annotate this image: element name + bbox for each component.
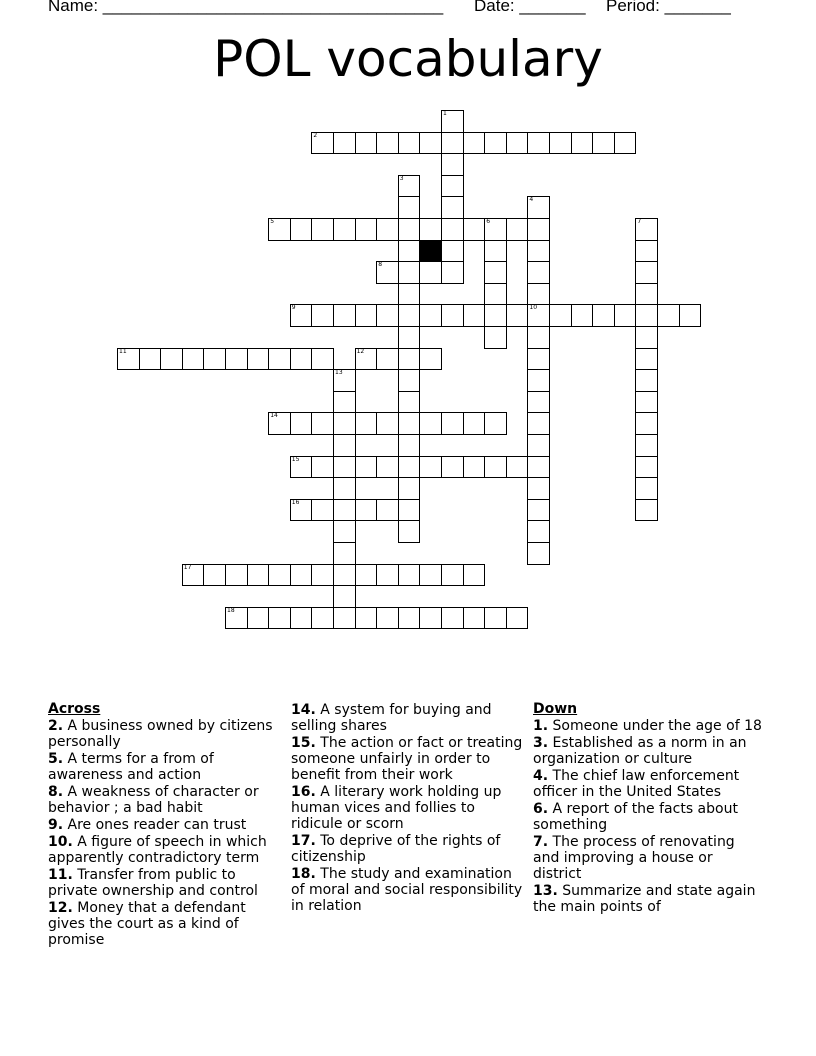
crossword-cell[interactable]: [635, 391, 658, 414]
crossword-cell[interactable]: [290, 564, 313, 587]
crossword-cell[interactable]: [398, 499, 421, 522]
crossword-cell[interactable]: [527, 369, 550, 392]
crossword-cell[interactable]: [484, 283, 507, 306]
crossword-cell[interactable]: [527, 412, 550, 435]
crossword-cell[interactable]: [635, 261, 658, 284]
crossword-cell[interactable]: [463, 218, 486, 241]
crossword-cell[interactable]: [506, 132, 529, 155]
crossword-cell[interactable]: [398, 132, 421, 155]
down-clues-column: [533, 701, 765, 916]
clue-number: 6: [486, 218, 491, 225]
crossword-cell[interactable]: [333, 607, 356, 630]
crossword-cell[interactable]: [441, 261, 464, 284]
crossword-cell[interactable]: [333, 456, 356, 479]
crossword-cell[interactable]: [419, 412, 442, 435]
crossword-cell[interactable]: [441, 607, 464, 630]
clue-number: 8: [378, 261, 383, 269]
crossword-cell[interactable]: [441, 132, 464, 155]
across-clues-column-2: [291, 702, 525, 915]
crossword-cell[interactable]: [355, 499, 378, 522]
crossword-cell[interactable]: [376, 564, 399, 587]
crossword-cell[interactable]: [225, 564, 248, 587]
crossword-cell[interactable]: [398, 564, 421, 587]
crossword-cell[interactable]: [463, 564, 486, 587]
crossword-cell[interactable]: [441, 564, 464, 587]
clue-down-6: 6. A report of the facts about something: [533, 801, 738, 833]
crossword-cell[interactable]: [506, 607, 529, 630]
crossword-cell[interactable]: [419, 261, 442, 284]
crossword-cell[interactable]: [311, 456, 334, 479]
crossword-cell[interactable]: [333, 391, 356, 414]
crossword-cell[interactable]: [117, 348, 140, 371]
crossword-cell[interactable]: [355, 348, 378, 371]
crossword-cell[interactable]: [441, 218, 464, 241]
clue-across-5: 5. A terms for a from of awareness and action: [48, 751, 214, 783]
crossword-cell[interactable]: [376, 456, 399, 479]
crossword-cell[interactable]: [311, 499, 334, 522]
crossword-cell[interactable]: [441, 412, 464, 435]
crossword-cell[interactable]: [635, 240, 658, 263]
page-title: POL vocabulary: [213, 30, 603, 88]
crossword-cell[interactable]: [657, 304, 680, 327]
crossword-cell[interactable]: [592, 132, 615, 155]
crossword-cell[interactable]: [571, 132, 594, 155]
crossword-cell[interactable]: [398, 391, 421, 414]
crossword-cell[interactable]: [441, 304, 464, 327]
crossword-cell[interactable]: [635, 283, 658, 306]
clue-number: 13: [335, 369, 343, 377]
crossword-cell[interactable]: [355, 412, 378, 435]
crossword-cell[interactable]: [527, 477, 550, 500]
crossword-cell[interactable]: [398, 369, 421, 392]
black-square: [419, 240, 442, 263]
clue-across-12: 12. Money that a defendant gives the court as a kind of promise: [48, 900, 246, 948]
crossword-cell[interactable]: [592, 304, 615, 327]
crossword-cell[interactable]: [376, 218, 399, 241]
clue-number: 1: [443, 110, 447, 117]
crossword-cell[interactable]: [635, 434, 658, 457]
crossword-cell[interactable]: [290, 607, 313, 630]
crossword-cell[interactable]: [441, 196, 464, 219]
crossword-cell[interactable]: [419, 456, 442, 479]
crossword-cell[interactable]: [441, 175, 464, 198]
crossword-cell[interactable]: [333, 304, 356, 327]
crossword-cell[interactable]: [484, 218, 507, 241]
crossword-cell[interactable]: [311, 412, 334, 435]
crossword-cell[interactable]: [268, 564, 291, 587]
crossword-cell[interactable]: [527, 542, 550, 565]
crossword-cell[interactable]: [311, 304, 334, 327]
crossword-cell[interactable]: [484, 132, 507, 155]
crossword-cell[interactable]: [290, 456, 313, 479]
crossword-cell[interactable]: [247, 348, 270, 371]
crossword-cell[interactable]: [333, 218, 356, 241]
crossword-cell[interactable]: [398, 261, 421, 284]
crossword-cell[interactable]: [635, 412, 658, 435]
crossword-cell[interactable]: [463, 412, 486, 435]
clue-number: 7: [637, 218, 642, 225]
clue-across-9: 9. Are ones reader can trust: [48, 817, 247, 833]
crossword-cell[interactable]: [398, 520, 421, 543]
clue-down-7: 7. The process of renovating and improving a house or district: [533, 834, 735, 882]
crossword-cell[interactable]: [527, 391, 550, 414]
crossword-cell[interactable]: [614, 132, 637, 155]
crossword-cell[interactable]: [398, 283, 421, 306]
crossword-cell[interactable]: [311, 218, 334, 241]
crossword-cell[interactable]: [247, 607, 270, 630]
crossword-cell[interactable]: [441, 110, 464, 133]
crossword-cell[interactable]: [506, 456, 529, 479]
crossword-cell[interactable]: [398, 477, 421, 500]
crossword-cell[interactable]: [419, 607, 442, 630]
crossword-cell[interactable]: [333, 412, 356, 435]
crossword-cell[interactable]: [376, 348, 399, 371]
crossword-cell[interactable]: [376, 304, 399, 327]
crossword-cell[interactable]: [419, 304, 442, 327]
crossword-cell[interactable]: [614, 304, 637, 327]
clue-across-10: 10. A figure of speech in which apparently contradictory term: [48, 834, 267, 866]
crossword-cell[interactable]: [527, 499, 550, 522]
crossword-cell[interactable]: [333, 520, 356, 543]
crossword-cell[interactable]: [311, 348, 334, 371]
crossword-cell[interactable]: [398, 412, 421, 435]
crossword-cell[interactable]: [311, 607, 334, 630]
clue-number: 16: [291, 498, 300, 506]
crossword-cell[interactable]: [441, 240, 464, 263]
crossword-cell[interactable]: [527, 261, 550, 284]
clue-down-1: 1. Someone under the age of 18: [533, 718, 762, 734]
clue-number: 14: [270, 412, 278, 420]
crossword-cell[interactable]: [290, 348, 313, 371]
crossword-cell[interactable]: [333, 499, 356, 522]
crossword-cell[interactable]: [549, 304, 572, 327]
crossword-cell[interactable]: [333, 477, 356, 500]
crossword-cell[interactable]: [398, 607, 421, 630]
crossword-cell[interactable]: [484, 412, 507, 435]
crossword-cell[interactable]: [679, 304, 702, 327]
crossword-cell[interactable]: [484, 607, 507, 630]
crossword-cell[interactable]: [398, 240, 421, 263]
crossword-cell[interactable]: [419, 132, 442, 155]
crossword-cell[interactable]: [635, 499, 658, 522]
crossword-cell[interactable]: [333, 542, 356, 565]
crossword-cell[interactable]: [463, 132, 486, 155]
clue-number: 12: [356, 347, 365, 355]
crossword-cell[interactable]: [441, 456, 464, 479]
crossword-cell[interactable]: [203, 564, 226, 587]
clue-across-2: 2. A business owned by citizens personally: [48, 718, 273, 750]
crossword-cell[interactable]: [635, 326, 658, 349]
crossword-cell[interactable]: [355, 607, 378, 630]
crossword-cell[interactable]: [355, 218, 378, 241]
crossword-cell[interactable]: [484, 304, 507, 327]
crossword-cell[interactable]: [635, 369, 658, 392]
date-field[interactable]: Date: _______: [474, 0, 586, 15]
crossword-cell[interactable]: [419, 218, 442, 241]
crossword-cell[interactable]: [268, 607, 291, 630]
crossword-cell[interactable]: [527, 283, 550, 306]
clue-across-15: 15. The action or fact or treating someone unfairly in order to benefit from their work: [291, 735, 523, 783]
crossword-cell[interactable]: [247, 564, 270, 587]
clue-across-8: 8. A weakness of character or behavior ; a bad habit: [48, 784, 259, 816]
crossword-cell[interactable]: [333, 564, 356, 587]
crossword-cell[interactable]: [398, 175, 421, 198]
clue-number: 3: [399, 174, 404, 182]
crossword-cell[interactable]: [355, 304, 378, 327]
crossword-cell[interactable]: [333, 585, 356, 608]
crossword-cell[interactable]: [398, 304, 421, 327]
crossword-cell[interactable]: [376, 412, 399, 435]
crossword-cell[interactable]: [635, 348, 658, 371]
crossword-cell[interactable]: [635, 456, 658, 479]
clue-across-17: 17. To deprive of the rights of citizenship: [291, 833, 501, 865]
across-clues-column-1: [48, 701, 278, 949]
clue-number: 11: [119, 347, 127, 355]
crossword-cell[interactable]: [376, 261, 399, 284]
crossword-cell[interactable]: [290, 304, 313, 327]
clue-number: 15: [291, 455, 300, 463]
crossword-cell[interactable]: [225, 607, 248, 630]
crossword-cell[interactable]: [419, 348, 442, 371]
crossword-cell[interactable]: [139, 348, 162, 371]
crossword-cell[interactable]: [527, 326, 550, 349]
crossword-cell[interactable]: [484, 326, 507, 349]
crossword-cell[interactable]: [333, 369, 356, 392]
crossword-cell[interactable]: [398, 218, 421, 241]
down-heading: Down: [533, 701, 578, 717]
crossword-cell[interactable]: [484, 261, 507, 284]
crossword-cell[interactable]: [376, 499, 399, 522]
crossword-cell[interactable]: [203, 348, 226, 371]
clue-number: 2: [313, 131, 318, 139]
crossword-cell[interactable]: [398, 196, 421, 219]
crossword-cell[interactable]: [333, 434, 356, 457]
crossword-cell[interactable]: [268, 218, 291, 241]
clue-number: 5: [270, 218, 275, 225]
clue-number: 18: [227, 606, 235, 614]
crossword-cell[interactable]: [635, 304, 658, 327]
clue-number: 17: [183, 563, 192, 571]
crossword-cell[interactable]: [527, 196, 550, 219]
crossword-cell[interactable]: [527, 240, 550, 263]
clue-down-4: 4. The chief law enforcement officer in the United States: [533, 768, 740, 800]
crossword-cell[interactable]: [182, 564, 205, 587]
crossword-cell[interactable]: [290, 412, 313, 435]
crossword-cell[interactable]: [355, 456, 378, 479]
crossword-cell[interactable]: [463, 304, 486, 327]
crossword-cell[interactable]: [290, 218, 313, 241]
clue-number: 10: [529, 304, 538, 312]
clue-number: 4: [529, 196, 534, 204]
crossword-cell[interactable]: [398, 456, 421, 479]
crossword-cell[interactable]: [311, 132, 334, 155]
clue-across-14: 14. A system for buying and selling shares: [291, 702, 492, 734]
crossword-cell[interactable]: [527, 218, 550, 241]
clue-across-18: 18. The study and examination of moral and social responsibility in relation: [291, 866, 523, 914]
crossword-cell[interactable]: [376, 607, 399, 630]
crossword-cell[interactable]: [635, 218, 658, 241]
crossword-cell[interactable]: [398, 434, 421, 457]
crossword-cell[interactable]: [333, 132, 356, 155]
crossword-cell[interactable]: [441, 153, 464, 176]
crossword-cell[interactable]: [463, 607, 486, 630]
crossword-cell[interactable]: [527, 456, 550, 479]
crossword-cell[interactable]: [355, 564, 378, 587]
crossword-cell[interactable]: [527, 348, 550, 371]
crossword-cell[interactable]: [484, 456, 507, 479]
crossword-cell[interactable]: [398, 326, 421, 349]
crossword-cell[interactable]: [527, 434, 550, 457]
crossword-cell[interactable]: [268, 348, 291, 371]
crossword-cell[interactable]: [398, 348, 421, 371]
crossword-cell[interactable]: [527, 304, 550, 327]
crossword-cell[interactable]: [182, 348, 205, 371]
crossword-cell[interactable]: [506, 304, 529, 327]
clue-across-16: 16. A literary work holding up human vices and follies to ridicule or scorn: [291, 784, 502, 832]
crossword-cell[interactable]: [635, 477, 658, 500]
crossword-cell[interactable]: [290, 499, 313, 522]
across-heading: Across: [48, 701, 101, 717]
crossword-cell[interactable]: [506, 218, 529, 241]
name-field[interactable]: Name: ____________________________________: [48, 0, 444, 15]
period-field[interactable]: Period: _______: [606, 0, 731, 15]
crossword-cell[interactable]: [419, 564, 442, 587]
crossword-cell[interactable]: [268, 412, 291, 435]
crossword-cell[interactable]: [376, 132, 399, 155]
crossword-cell[interactable]: [571, 304, 594, 327]
crossword-cell[interactable]: [355, 132, 378, 155]
crossword-cell[interactable]: [549, 132, 572, 155]
crossword-cell[interactable]: [527, 520, 550, 543]
clue-number: 9: [291, 304, 296, 312]
crossword-cell[interactable]: [527, 132, 550, 155]
crossword-cell[interactable]: [311, 564, 334, 587]
clue-across-11: 11. Transfer from public to private ownership and control: [48, 867, 258, 899]
crossword-cell[interactable]: [160, 348, 183, 371]
crossword-cell[interactable]: [225, 348, 248, 371]
crossword-cell[interactable]: [463, 456, 486, 479]
crossword-cell[interactable]: [484, 240, 507, 263]
clue-down-13: 13. Summarize and state again the main points of: [533, 883, 756, 915]
clue-down-3: 3. Established as a norm in an organization or culture: [533, 735, 747, 767]
